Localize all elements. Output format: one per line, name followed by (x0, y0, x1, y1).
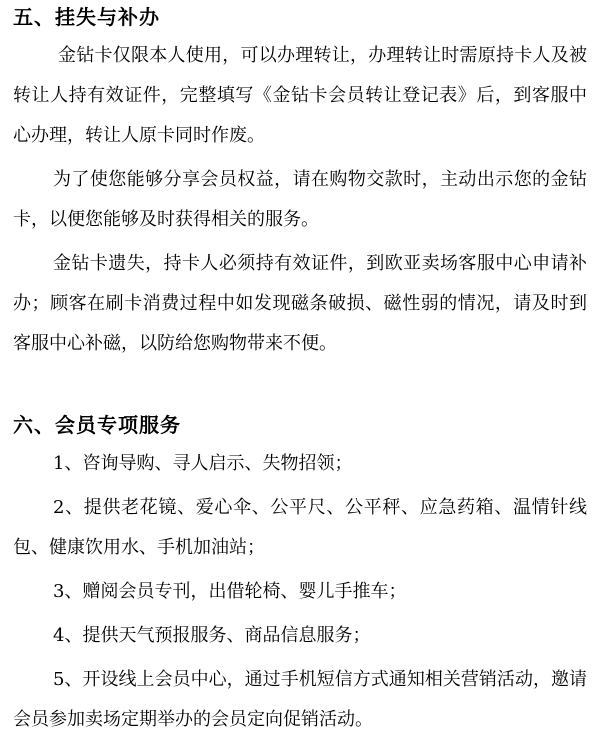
section-6-item-1: 1、咨询导购、寻人启示、失物招领； (53, 453, 353, 474)
section-6-item-2: 2、提供老花镜、爱心伞、公平尺、公平秤、应急药箱、温情针线包、健康饮用水、手机加油站； (13, 497, 587, 558)
section-6-item-5: 5、开设线上会员中心，通过手机短信方式通知相关营销活动，邀请会员参加卖场定期举办的会员定向促销活动。 (13, 669, 587, 730)
section-6-item-4: 4、提供天气预报服务、商品信息服务； (53, 625, 371, 646)
section-5-paragraph-loss: 金钻卡遗失，持卡人必须持有效证件，到欧亚卖场客服中心申请补办；顾客在刷卡消费过程中如发现磁条破损、磁性弱的情况，请及时到客服中心补磁，以防给您购物带来不便。 (13, 253, 587, 354)
section-5-paragraph-transfer: 金钻卡仅限本人使用，可以办理转让，办理转让时需原持卡人及被转让人持有效证件，完整填写《金钻卡会员转让登记表》后，到客服中心办理，转让人原卡同时作废。 (13, 45, 587, 146)
section-6-heading: 六、会员专项服务 (13, 413, 181, 437)
section-5-paragraph-show-card: 为了使您能够分享会员权益，请在购物交款时，主动出示您的金钻卡，以便您能够及时获得相关的服务。 (13, 169, 587, 230)
section-5-heading: 五、挂失与补办 (13, 5, 160, 29)
section-6-item-3: 3、赠阅会员专刊，出借轮椅、婴儿手推车； (53, 581, 407, 602)
